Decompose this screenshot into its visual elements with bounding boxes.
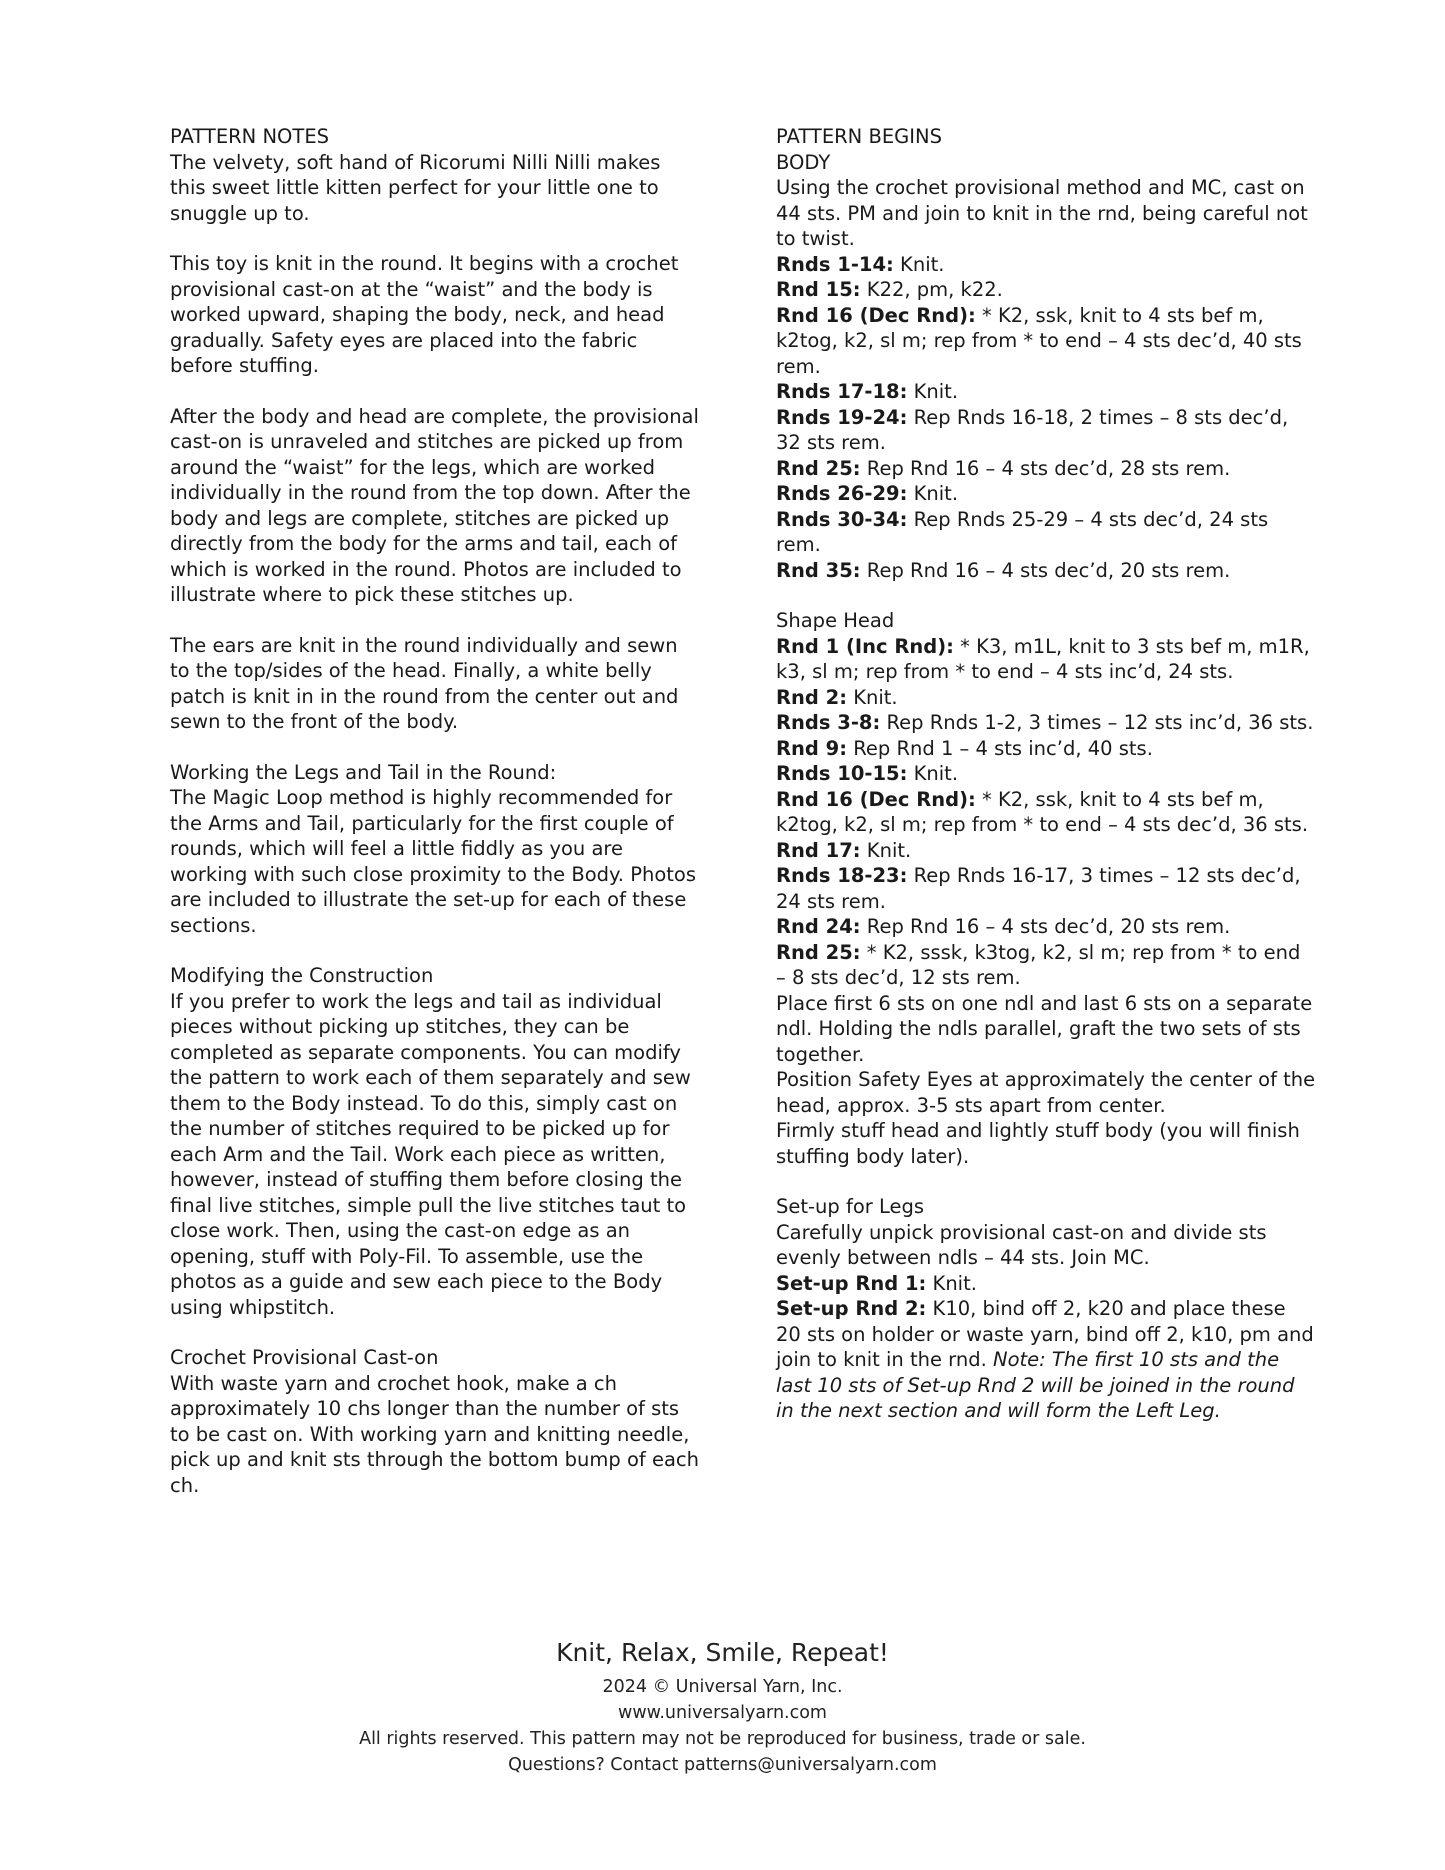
head-paragraph: Position Safety Eyes at approximately the center of the head, approx. 3-5 sts apart from center. xyxy=(776,1068,1316,1117)
round-label: Rnd 2: xyxy=(776,685,848,709)
notes-paragraph: This toy is knit in the round. It begins with a crochet provisional cast-on at the “waist” and the body is worked upward, shaping the body, neck, and head gradually. Safety eyes are placed into the fabric before stuffing. xyxy=(170,252,679,377)
round-row xyxy=(776,303,1316,380)
round-label: Rnds 10-15: xyxy=(776,762,908,785)
head-rounds xyxy=(776,634,1316,991)
round-label: Rnds 26-29: xyxy=(776,482,908,505)
round-label: Set-up Rnd 1: xyxy=(776,1271,927,1295)
rights-notice: All rights reserved. This pattern may not be reproduced for business, trade or sale. xyxy=(359,1729,1086,1749)
copyright: 2024 © Universal Yarn, Inc. xyxy=(602,1677,843,1697)
round-label: Rnds 19-24: xyxy=(776,405,908,429)
round-row xyxy=(776,761,1316,787)
round-text: Knit. xyxy=(860,838,912,862)
round-row xyxy=(776,838,1316,864)
round-label: Rnds 3-8: xyxy=(776,711,881,734)
round-label: Rnds 30-34: xyxy=(776,507,908,531)
tagline: Knit, Relax, Smile, Repeat! xyxy=(556,1638,889,1667)
contact-line: Questions? Contact patterns@universalyarn.com xyxy=(508,1755,937,1775)
footer xyxy=(0,1636,1445,1778)
setup-round xyxy=(776,1271,1316,1297)
round-row xyxy=(776,685,1316,711)
round-label: Rnd 15: xyxy=(776,278,861,301)
round-text: Rep Rnd 16 – 4 sts dec’d, 20 sts rem. xyxy=(860,915,1231,938)
round-label: Rnd 25: xyxy=(776,940,861,964)
legs-tail-paragraph: The Magic Loop method is highly recommended for the Arms and Tail, particularly for the first couple of rounds, which will feel a little fiddly as you are working with such close proximity to the Body. Photos are included to illustrate the set-up for each of these sections. xyxy=(170,786,696,937)
round-text: Rep Rnds 16-18, 2 times – 8 sts dec’d, 32 sts rem. xyxy=(776,405,1289,454)
round-text: * K3, m1L, knit to 3 sts bef m, m1R, k3, sl m; rep from * to end – 4 sts inc’d, 24 sts. xyxy=(776,634,1310,683)
round-label: Rnd 35: xyxy=(776,558,861,582)
round-text: K22, pm, k22. xyxy=(860,278,1003,301)
round-text: Rep Rnd 16 – 4 sts dec’d, 28 sts rem. xyxy=(860,456,1231,480)
round-label: Rnd 1 (Inc Rnd): xyxy=(776,634,954,658)
body-rounds xyxy=(776,252,1316,584)
setup-round xyxy=(776,1296,1316,1424)
round-row xyxy=(776,736,1316,762)
setup-legs-intro: Carefully unpick provisional cast-on and divide sts evenly between ndls – 44 sts. Join MC. xyxy=(776,1220,1267,1269)
round-label: Rnd 16 (Dec Rnd): xyxy=(776,787,976,811)
head-paragraph: Place first 6 sts on one ndl and last 6 sts on a separate ndl. Holding the ndls parallel, graft the two sets of sts together. xyxy=(776,991,1313,1066)
round-note: Note: The first 10 sts and the last 10 sts of Set-up Rnd 2 will be joined in the round in the next section and will form the Left Leg. xyxy=(776,1348,1295,1422)
round-text: * K2, sssk, k3tog, k2, sl m; rep from * to end – 8 sts dec’d, 12 sts rem. xyxy=(776,940,1301,989)
round-row xyxy=(776,507,1316,558)
round-label: Rnds 18-23: xyxy=(776,864,908,887)
modify-heading: Modifying the Construction xyxy=(170,964,434,987)
round-row xyxy=(776,252,1316,278)
round-row xyxy=(776,558,1316,584)
round-text: Rep Rnd 16 – 4 sts dec’d, 20 sts rem. xyxy=(860,558,1231,582)
round-text: K10, bind off 2, k20 and place these 20 sts on holder or waste yarn, bind off 2, k10, pm and join to knit in the rnd. xyxy=(776,1297,1314,1371)
notes-paragraph: After the body and head are complete, the provisional cast-on is unraveled and stitches are picked up from around the “waist” for the legs, which are worked individually in the round from the top down. After the body and legs are complete, stitches are picked up directly from the body for the arms and tail, each of which is worked in the round. Photos are included to illustrate where to pick these stitches up. xyxy=(170,404,699,606)
round-label: Rnds 1-14: xyxy=(776,252,894,276)
round-text: Knit. xyxy=(907,482,959,505)
modify-paragraph: If you prefer to work the legs and tail as individual pieces without picking up stitches, they can be completed as separate components. You can modify the pattern to work each of them separately and sew them to the Body instead. To do this, simply cast on the number of stitches required to be picked up for each Arm and the Tail. Work each piece as written, however, instead of stuffing them before closing the final live stitches, simple pull the live stitches taut to close work. Then, using the cast-on edge as an opening, stuff with Poly-Fil. To assemble, use the photos as a guide and sew each piece to the Body using whipstitch. xyxy=(170,989,691,1319)
head-paragraph: Firmly stuff head and lightly stuff body (you will finish stuffing body later). xyxy=(776,1119,1300,1168)
round-row xyxy=(776,634,1316,685)
round-row xyxy=(776,914,1316,940)
round-row xyxy=(776,787,1316,838)
round-text: Knit. xyxy=(907,380,959,403)
round-text: Knit. xyxy=(907,762,959,785)
shape-head-heading: Shape Head xyxy=(776,609,895,632)
pattern-notes-heading: PATTERN NOTES xyxy=(170,125,330,148)
round-row xyxy=(776,379,1316,405)
round-text: Rep Rnds 1-2, 3 times – 12 sts inc’d, 36 sts. xyxy=(880,711,1314,734)
left-column xyxy=(170,124,700,1498)
notes-paragraph: The velvety, soft hand of Ricorumi Nilli Nilli makes this sweet little kitten perfect for your little one to snuggle up to. xyxy=(170,150,661,225)
round-text: * K2, ssk, knit to 4 sts bef m, k2tog, k2, sl m; rep from * to end – 4 sts dec’d, 36 sts. xyxy=(776,787,1309,836)
round-text: Knit. xyxy=(893,252,945,276)
round-text: Knit. xyxy=(847,685,898,709)
round-label: Rnd 16 (Dec Rnd): xyxy=(776,303,976,327)
legs-tail-heading: Working the Legs and Tail in the Round: xyxy=(170,760,557,784)
body-heading: BODY xyxy=(776,150,831,174)
round-row xyxy=(776,710,1316,736)
round-label: Rnd 24: xyxy=(776,915,861,938)
round-label: Rnds 17-18: xyxy=(776,380,908,403)
round-text: Knit. xyxy=(926,1271,977,1295)
setup-legs-heading: Set-up for Legs xyxy=(776,1195,925,1218)
round-row xyxy=(776,481,1316,507)
round-row xyxy=(776,405,1316,456)
round-text: * K2, ssk, knit to 4 sts bef m, k2tog, k2, sl m; rep from * to end – 4 sts dec’d, 40 sts rem. xyxy=(776,303,1302,378)
crochet-heading: Crochet Provisional Cast-on xyxy=(170,1346,439,1369)
round-row xyxy=(776,456,1316,482)
round-row xyxy=(776,863,1316,914)
crochet-paragraph: With waste yarn and crochet hook, make a ch approximately 10 chs longer than the number of sts to be cast on. With working yarn and knitting needle, pick up and knit sts through the bottom bump of each ch. xyxy=(170,1371,699,1497)
pattern-begins-heading: PATTERN BEGINS xyxy=(776,125,942,148)
notes-paragraph: The ears are knit in the round individually and sewn to the top/sides of the head. Finally, a white belly patch is knit in in the round from the center out and sewn to the front of the body. xyxy=(170,633,679,733)
round-text: Rep Rnd 1 – 4 sts inc’d, 40 sts. xyxy=(847,736,1153,760)
right-column xyxy=(776,124,1316,1424)
round-row xyxy=(776,940,1316,991)
body-intro: Using the crochet provisional method and MC, cast on 44 sts. PM and join to knit in the rnd, being careful not to twist. xyxy=(776,176,1308,250)
round-row xyxy=(776,277,1316,303)
website-link[interactable]: www.universalyarn.com xyxy=(618,1703,827,1723)
round-label: Rnd 17: xyxy=(776,838,861,862)
round-text: Rep Rnds 16-17, 3 times – 12 sts dec’d, 24 sts rem. xyxy=(776,864,1301,913)
round-label: Rnd 9: xyxy=(776,736,848,760)
round-label: Rnd 25: xyxy=(776,456,861,480)
round-label: Set-up Rnd 2: xyxy=(776,1297,927,1320)
round-text: Rep Rnds 25-29 – 4 sts dec’d, 24 sts rem. xyxy=(776,507,1269,556)
